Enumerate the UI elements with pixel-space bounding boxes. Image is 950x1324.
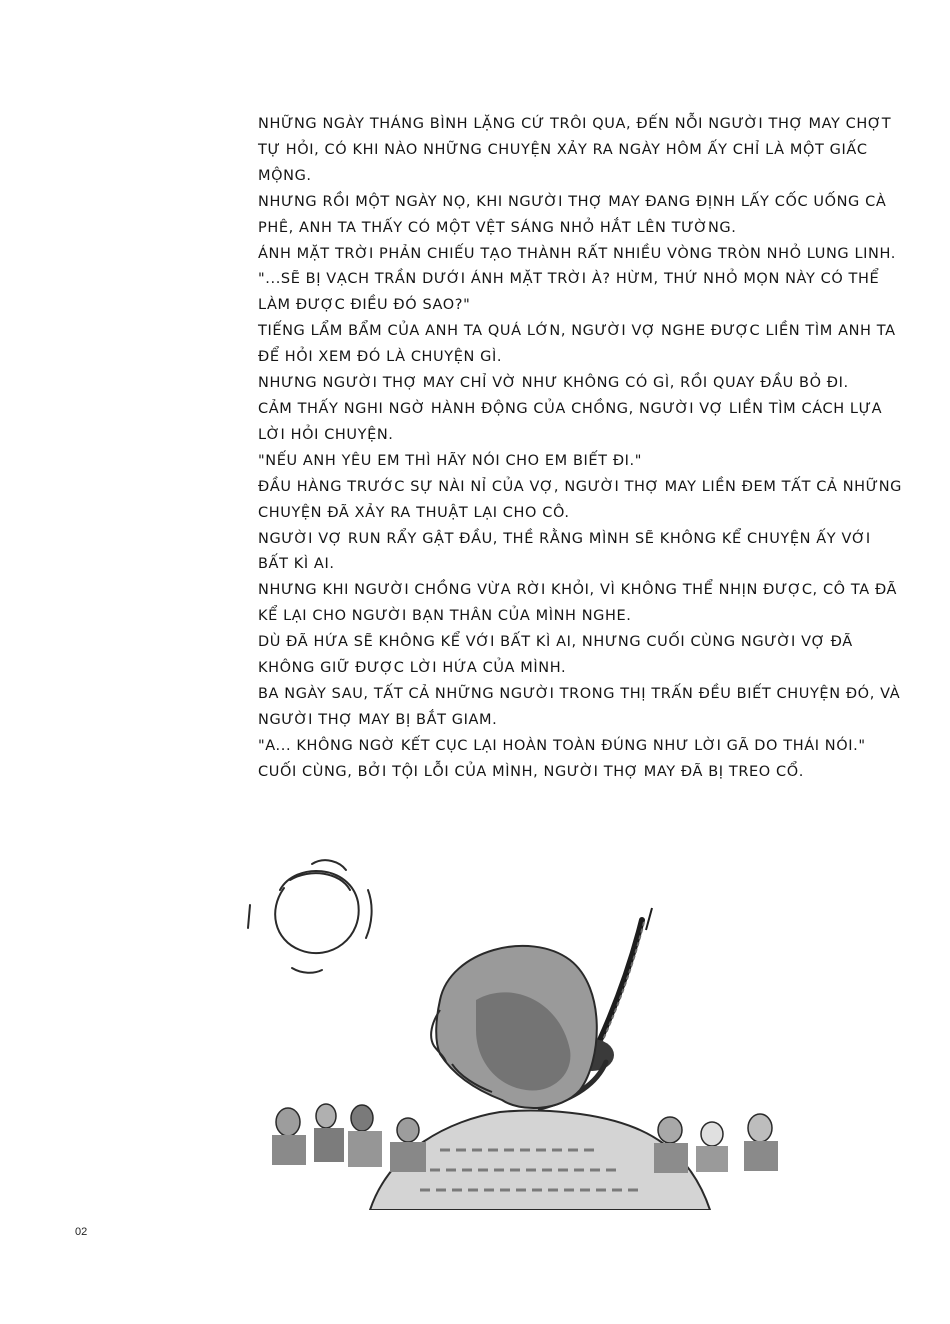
story-line: KỂ LẠI CHO NGƯỜI BẠN THÂN CỦA MÌNH NGHE. <box>258 608 632 625</box>
story-line: PHÊ, ANH TA THẤY CÓ MỘT VỆT SÁNG NHỎ HẮT LÊN TƯỜNG. <box>258 219 737 236</box>
page-number: 02 <box>75 1226 88 1238</box>
hanging-illustration <box>240 850 800 1210</box>
story-line: MỘNG. <box>258 167 312 184</box>
story-line: ĐẦU HÀNG TRƯỚC SỰ NÀI NỈ CỦA VỢ, NGƯỜI THỢ MAY LIỀN ĐEM TẤT CẢ NHỮNG <box>258 478 903 495</box>
story-line: "A... KHÔNG NGỜ KẾT CỤC LẠI HOÀN TOÀN ĐÚNG NHƯ LỜI GÃ DO THÁI NÓI." <box>258 737 866 754</box>
story-text <box>258 112 903 786</box>
story-line: BẤT KÌ AI. <box>258 556 335 573</box>
story-line: TIẾNG LẨM BẨM CỦA ANH TA QUÁ LỚN, NGƯỜI VỢ NGHE ĐƯỢC LIỀN TÌM ANH TA <box>258 323 896 340</box>
sun-sketch <box>248 860 372 973</box>
story-line: CUỐI CÙNG, BỞI TỘI LỖI CỦA MÌNH, NGƯỜI THỢ MAY ĐÃ BỊ TREO CỔ. <box>258 763 804 780</box>
story-line: LỜI HỎI CHUYỆN. <box>258 426 394 443</box>
story-line: ÁNH MẶT TRỜI PHẢN CHIẾU TẠO THÀNH RẤT NHIỀU VÒNG TRÒN NHỎ LUNG LINH. <box>258 245 896 262</box>
story-line: TỰ HỎI, CÓ KHI NÀO NHỮNG CHUYỆN XẢY RA NGÀY HÔM ẤY CHỈ LÀ MỘT GIẤC <box>258 141 868 158</box>
story-line: NHƯNG RỒI MỘT NGÀY NỌ, KHI NGƯỜI THỢ MAY ĐANG ĐỊNH LẤY CỐC UỐNG CÀ <box>258 193 887 210</box>
story-line: "NẾU ANH YÊU EM THÌ HÃY NÓI CHO EM BIẾT ĐI." <box>258 452 643 469</box>
story-line: NHƯNG NGƯỜI THỢ MAY CHỈ VỜ NHƯ KHÔNG CÓ GÌ, RỒI QUAY ĐẦU BỎ ĐI. <box>258 375 849 392</box>
story-line: BA NGÀY SAU, TẤT CẢ NHỮNG NGƯỜI TRONG THỊ TRẤN ĐỀU BIẾT CHUYỆN ĐÓ, VÀ <box>258 685 901 702</box>
story-line: CẢM THẤY NGHI NGỜ HÀNH ĐỘNG CỦA CHỒNG, NGƯỜI VỢ LIỀN TÌM CÁCH LỰA <box>258 400 883 417</box>
story-line: NGƯỜI VỢ RUN RẨY GẬT ĐẦU, THỀ RẰNG MÌNH SẼ KHÔNG KỂ CHUYỆN ẤY VỚI <box>258 530 871 547</box>
story-line: LÀM ĐƯỢC ĐIỀU ĐÓ SAO?" <box>258 297 471 314</box>
story-line: "...SẼ BỊ VẠCH TRẦN DƯỚI ÁNH MẶT TRỜI À? HỪM, THỨ NHỎ MỌN NÀY CÓ THỂ <box>258 271 880 288</box>
story-line: NGƯỜI THỢ MAY BỊ BẮT GIAM. <box>258 711 498 728</box>
story-line: NHƯNG KHI NGƯỜI CHỒNG VỪA RỜI KHỎI, VÌ KHÔNG THỂ NHỊN ĐƯỢC, CÔ TA ĐÃ <box>258 582 898 599</box>
story-line: CHUYỆN ĐÃ XẢY RA THUẬT LẠI CHO CÔ. <box>258 504 570 521</box>
man-head-sketch <box>431 946 597 1108</box>
story-line: DÙ ĐÃ HỨA SẼ KHÔNG KỂ VỚI BẤT KÌ AI, NHƯNG CUỐI CÙNG NGƯỜI VỢ ĐÃ <box>258 634 853 651</box>
story-line: NHỮNG NGÀY THÁNG BÌNH LẶNG CỨ TRÔI QUA, ĐẾN NỖI NGƯỜI THỢ MAY CHỢT <box>258 116 892 132</box>
story-line: KHÔNG GIỮ ĐƯỢC LỜI HỨA CỦA MÌNH. <box>258 660 567 677</box>
story-line: ĐỂ HỎI XEM ĐÓ LÀ CHUYỆN GÌ. <box>258 349 503 366</box>
